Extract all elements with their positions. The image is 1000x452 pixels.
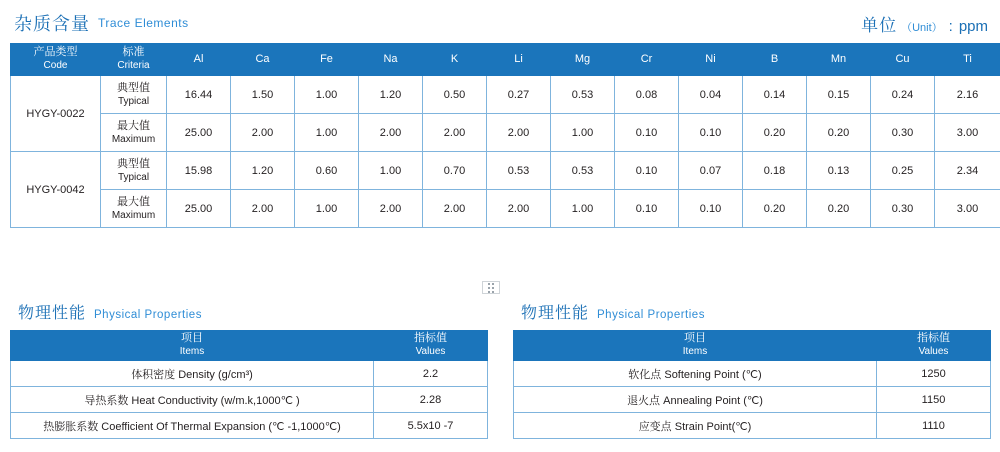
table-row bbox=[11, 413, 488, 439]
cell-mg: 1.00 bbox=[551, 114, 615, 152]
unit-value: ppm bbox=[958, 17, 988, 35]
panel-left-title-cn: 物理性能 bbox=[18, 305, 87, 322]
physical-properties-panel-right bbox=[513, 300, 990, 439]
page-title-en: Trace Elements bbox=[98, 16, 189, 30]
table-header-row bbox=[514, 331, 991, 361]
criteria-cell: 最大值 Maximum bbox=[101, 114, 167, 152]
table-header-row bbox=[11, 44, 1000, 76]
cell-cr: 0.10 bbox=[615, 152, 679, 190]
cell-fe: 1.00 bbox=[295, 76, 359, 114]
property-item: 应变点 Strain Point(℃) bbox=[514, 413, 877, 439]
cell-ni: 0.04 bbox=[679, 76, 743, 114]
cell-cr: 0.10 bbox=[615, 114, 679, 152]
property-value: 5.5x10 -7 bbox=[374, 413, 488, 439]
cell-al: 25.00 bbox=[167, 114, 231, 152]
cell-b: 0.20 bbox=[743, 190, 807, 228]
unit-group bbox=[861, 11, 988, 36]
panel-right-title-en: Physical Properties bbox=[597, 309, 705, 321]
table-row bbox=[514, 413, 991, 439]
column-header-na: Na bbox=[359, 44, 423, 76]
physical-properties-table-right bbox=[513, 330, 991, 439]
panel-left-title-en: Physical Properties bbox=[94, 309, 202, 321]
cell-ca: 1.20 bbox=[231, 152, 295, 190]
column-header-ti: Ti bbox=[935, 44, 1000, 76]
property-value: 2.28 bbox=[374, 387, 488, 413]
column-header-b: B bbox=[743, 44, 807, 76]
table-row bbox=[11, 387, 488, 413]
criteria-cell: 典型值 Typical bbox=[101, 152, 167, 190]
cell-ca: 2.00 bbox=[231, 114, 295, 152]
product-code-cell: HYGY-0022 bbox=[11, 76, 101, 152]
cell-ti: 2.34 bbox=[935, 152, 1000, 190]
cell-ni: 0.07 bbox=[679, 152, 743, 190]
criteria-cell: 最大值 Maximum bbox=[101, 190, 167, 228]
property-item: 退火点 Annealing Point (℃) bbox=[514, 387, 877, 413]
criteria-cell: 典型值 Typical bbox=[101, 76, 167, 114]
cell-al: 15.98 bbox=[167, 152, 231, 190]
cell-fe: 1.00 bbox=[295, 114, 359, 152]
cell-ni: 0.10 bbox=[679, 190, 743, 228]
property-value: 1150 bbox=[877, 387, 991, 413]
cell-k: 2.00 bbox=[423, 114, 487, 152]
cell-na: 1.00 bbox=[359, 152, 423, 190]
column-header-items: 项目 Items bbox=[11, 331, 374, 361]
unit-colon: : bbox=[948, 17, 953, 35]
trace-elements-header bbox=[0, 8, 1000, 38]
property-item: 热膨胀系数 Coefficient Of Thermal Expansion (℃ -1,1000℃) bbox=[11, 413, 374, 439]
page-title-cn: 杂质含量 bbox=[14, 14, 90, 34]
column-header-mn: Mn bbox=[807, 44, 871, 76]
cell-b: 0.14 bbox=[743, 76, 807, 114]
column-header-values: 指标值 Values bbox=[374, 331, 488, 361]
property-value: 1110 bbox=[877, 413, 991, 439]
cell-na: 2.00 bbox=[359, 114, 423, 152]
trace-elements-table bbox=[10, 43, 1000, 228]
property-item: 软化点 Softening Point (℃) bbox=[514, 361, 877, 387]
table-row bbox=[11, 152, 1000, 190]
panel-right-title-cn: 物理性能 bbox=[521, 305, 590, 322]
cell-k: 0.50 bbox=[423, 76, 487, 114]
table-row bbox=[11, 76, 1000, 114]
cell-li: 0.53 bbox=[487, 152, 551, 190]
cell-b: 0.18 bbox=[743, 152, 807, 190]
cell-li: 0.27 bbox=[487, 76, 551, 114]
cell-cu: 0.24 bbox=[871, 76, 935, 114]
unit-label-en: （Unit） bbox=[901, 21, 943, 34]
cell-k: 2.00 bbox=[423, 190, 487, 228]
column-header-li: Li bbox=[487, 44, 551, 76]
cell-na: 2.00 bbox=[359, 190, 423, 228]
table-row bbox=[514, 387, 991, 413]
cell-mn: 0.15 bbox=[807, 76, 871, 114]
cell-na: 1.20 bbox=[359, 76, 423, 114]
cell-mn: 0.20 bbox=[807, 114, 871, 152]
column-header-mg: Mg bbox=[551, 44, 615, 76]
cell-ca: 1.50 bbox=[231, 76, 295, 114]
cell-cu: 0.30 bbox=[871, 114, 935, 152]
cell-fe: 1.00 bbox=[295, 190, 359, 228]
cell-al: 16.44 bbox=[167, 76, 231, 114]
column-header-values: 指标值 Values bbox=[877, 331, 991, 361]
table-row bbox=[11, 361, 488, 387]
cell-li: 2.00 bbox=[487, 114, 551, 152]
column-header-cu: Cu bbox=[871, 44, 935, 76]
column-header-al: Al bbox=[167, 44, 231, 76]
cell-cr: 0.08 bbox=[615, 76, 679, 114]
table-row bbox=[11, 190, 1000, 228]
cell-cu: 0.30 bbox=[871, 190, 935, 228]
panel-right-header bbox=[513, 300, 990, 330]
column-header-items: 项目 Items bbox=[514, 331, 877, 361]
table-row bbox=[11, 114, 1000, 152]
column-header-criteria: 标准 Criteria bbox=[101, 44, 167, 76]
product-code-cell: HYGY-0042 bbox=[11, 152, 101, 228]
column-header-k: K bbox=[423, 44, 487, 76]
drag-handle-icon[interactable] bbox=[482, 281, 500, 294]
table-header-row bbox=[11, 331, 488, 361]
column-header-cr: Cr bbox=[615, 44, 679, 76]
column-header-ni: Ni bbox=[679, 44, 743, 76]
cell-mg: 1.00 bbox=[551, 190, 615, 228]
physical-properties-panel-left bbox=[10, 300, 487, 439]
physical-properties-table-left bbox=[10, 330, 488, 439]
property-item: 体积密度 Density (g/cm³) bbox=[11, 361, 374, 387]
unit-label-cn: 单位 bbox=[861, 15, 898, 35]
table-row bbox=[514, 361, 991, 387]
cell-al: 25.00 bbox=[167, 190, 231, 228]
cell-mn: 0.20 bbox=[807, 190, 871, 228]
property-value: 2.2 bbox=[374, 361, 488, 387]
cell-mg: 0.53 bbox=[551, 152, 615, 190]
cell-fe: 0.60 bbox=[295, 152, 359, 190]
cell-b: 0.20 bbox=[743, 114, 807, 152]
property-value: 1250 bbox=[877, 361, 991, 387]
property-item: 导热系数 Heat Conductivity (w/m.k,1000℃ ) bbox=[11, 387, 374, 413]
cell-cu: 0.25 bbox=[871, 152, 935, 190]
panel-left-header bbox=[10, 300, 487, 330]
column-header-fe: Fe bbox=[295, 44, 359, 76]
cell-ti: 3.00 bbox=[935, 190, 1000, 228]
column-header-ca: Ca bbox=[231, 44, 295, 76]
cell-mg: 0.53 bbox=[551, 76, 615, 114]
cell-mn: 0.13 bbox=[807, 152, 871, 190]
cell-ca: 2.00 bbox=[231, 190, 295, 228]
cell-cr: 0.10 bbox=[615, 190, 679, 228]
drag-dots-icon bbox=[488, 283, 494, 293]
cell-li: 2.00 bbox=[487, 190, 551, 228]
column-header-code: 产品类型 Code bbox=[11, 44, 101, 76]
cell-k: 0.70 bbox=[423, 152, 487, 190]
cell-ni: 0.10 bbox=[679, 114, 743, 152]
cell-ti: 3.00 bbox=[935, 114, 1000, 152]
cell-ti: 2.16 bbox=[935, 76, 1000, 114]
